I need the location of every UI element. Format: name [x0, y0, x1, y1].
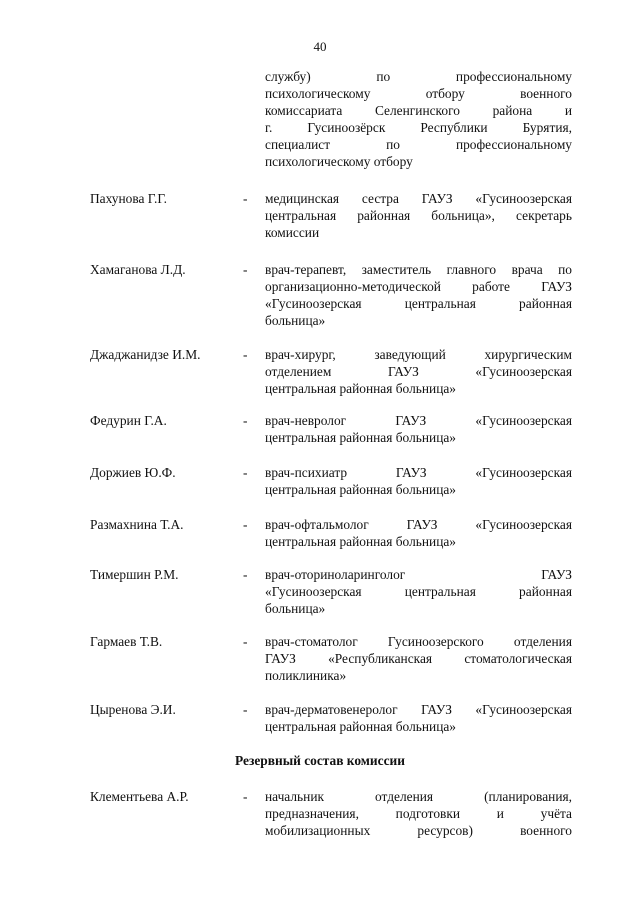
member-dash: - [243, 634, 248, 649]
desc-line: организационно-методической работе ГАУЗ [265, 279, 572, 294]
member-name: Федурин Г.А. [90, 413, 167, 428]
desc-line: мобилизационных ресурсов) военного [265, 823, 572, 838]
member-dash: - [243, 347, 248, 362]
desc-line: психологическому отбору [265, 154, 413, 169]
member-dash: - [243, 702, 248, 717]
desc-line: врач-стоматолог Гусиноозерского отделения [265, 634, 572, 649]
member-name: Джаджанидзе И.М. [90, 347, 201, 362]
desc-line: врач-психиатр ГАУЗ «Гусиноозерская [265, 465, 572, 480]
desc-line: «Гусиноозерская центральная районная [265, 296, 572, 311]
desc-line: г. Гусиноозёрск Республики Бурятия, [265, 120, 572, 135]
desc-line: центральная районная больница» [265, 534, 456, 549]
member-dash: - [243, 517, 248, 532]
desc-line: комиссии [265, 225, 320, 240]
desc-line: центральная районная больница» [265, 381, 456, 396]
desc-line: медицинская сестра ГАУЗ «Гусиноозерская [265, 191, 572, 206]
desc-line: больница» [265, 313, 326, 328]
member-description [265, 788, 572, 839]
desc-line: «Гусиноозерская центральная районная [265, 584, 572, 599]
desc-line: психологическому отбору военного [265, 86, 572, 101]
desc-line: центральная районная больница» [265, 719, 456, 734]
member-name: Хамаганова Л.Д. [90, 262, 186, 277]
member-name: Размахнина Т.А. [90, 517, 184, 532]
page-number: 40 [313, 39, 327, 54]
desc-line: предназначения, подготовки и учёта [265, 806, 572, 821]
desc-line: службу) по профессиональному [265, 69, 572, 84]
member-description [265, 346, 572, 397]
desc-line: специалист по профессиональному [265, 137, 572, 152]
member-name: Цыренова Э.И. [90, 702, 176, 717]
reserve-heading: Резервный состав комиссии [235, 753, 405, 768]
desc-line: центральная районная больница» [265, 482, 456, 497]
member-description [265, 412, 572, 446]
desc-line: врач-дерматовенеролог ГАУЗ «Гусиноозерская [265, 702, 572, 717]
desc-line: врач-хирург, заведующий хирургическим [265, 347, 572, 362]
member-description [265, 516, 572, 550]
desc-line: больница» [265, 601, 326, 616]
desc-line: центральная районная больница» [265, 430, 456, 445]
member-description [265, 701, 572, 735]
desc-line: врач-терапевт, заместитель главного врача по [265, 262, 572, 277]
desc-line: комиссариата Селенгинского района и [265, 103, 572, 118]
member-dash: - [243, 789, 248, 804]
member-description [265, 464, 572, 498]
member-name: Пахунова Г.Г. [90, 191, 167, 206]
member-dash: - [243, 413, 248, 428]
member-description [265, 566, 572, 617]
member-description [265, 633, 572, 684]
member-name: Гармаев Т.В. [90, 634, 163, 649]
desc-line: врач-невролог ГАУЗ «Гусиноозерская [265, 413, 572, 428]
desc-line: ГАУЗ «Республиканская стоматологическая [265, 651, 572, 666]
desc-line: врач-офтальмолог ГАУЗ «Гусиноозерская [265, 517, 572, 532]
member-description [265, 261, 572, 329]
desc-line: поликлиника» [265, 668, 347, 683]
member-name: Клементьева А.Р. [90, 789, 189, 804]
member-dash: - [243, 567, 248, 582]
desc-line: центральная районная больница», секретарь [265, 208, 572, 223]
member-name: Тимершин Р.М. [90, 567, 179, 582]
desc-line: начальник отделения (планирования, [265, 789, 572, 804]
member-dash: - [243, 262, 248, 277]
desc-line: отделением ГАУЗ «Гусиноозерская [265, 364, 572, 379]
member-dash: - [243, 465, 248, 480]
continuation-description [265, 68, 572, 170]
member-name: Доржиев Ю.Ф. [90, 465, 176, 480]
member-dash: - [243, 191, 248, 206]
member-description [265, 190, 572, 241]
desc-line: врач-оториноларинголог ГАУЗ [265, 567, 572, 582]
